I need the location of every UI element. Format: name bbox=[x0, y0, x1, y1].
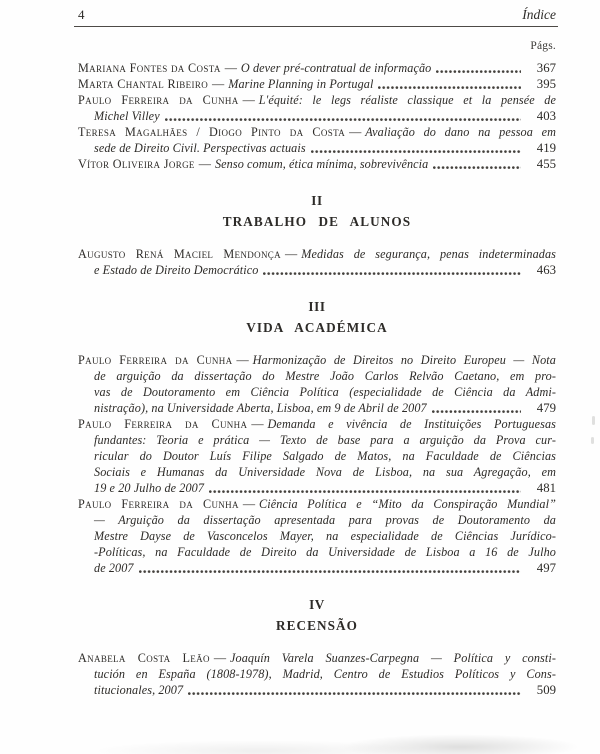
header-rule bbox=[74, 26, 558, 27]
entry-line bbox=[78, 124, 556, 140]
entry-title-continuation: — Arguição da dissertação apresentada para provas de Doutoramento da bbox=[94, 513, 556, 527]
toc-entry bbox=[78, 416, 556, 496]
entry-line bbox=[78, 60, 556, 76]
dash-separator: — bbox=[242, 497, 256, 511]
entry-page-number: 481 bbox=[536, 481, 556, 495]
dash-separator: — bbox=[213, 651, 226, 665]
entry-title: Marine Planning in Portugal bbox=[228, 77, 374, 91]
entry-title-continuation: vas de Doutoramento em Ciência Política (especialidade de Ciência da Admi- bbox=[94, 385, 556, 399]
entry-page-number: 455 bbox=[536, 157, 556, 171]
entry-author: Teresa Magalhães / Diogo Pinto da Costa bbox=[78, 125, 346, 139]
entry-line bbox=[78, 682, 556, 698]
dot-leader bbox=[311, 149, 521, 154]
entry-line bbox=[78, 262, 556, 278]
entry-author: Paulo Ferreira da Cunha bbox=[78, 353, 233, 367]
toc-entry bbox=[78, 352, 556, 416]
entry-title-continuation: sede de Direito Civil. Perspectivas actuais bbox=[94, 141, 306, 155]
entry-page-number: 367 bbox=[536, 61, 556, 75]
dot-leader bbox=[263, 271, 521, 276]
entry-title-continuation: de 2007 bbox=[94, 561, 134, 575]
pages-label: Págs. bbox=[530, 40, 556, 52]
entry-author: Mariana Fontes da Costa bbox=[78, 61, 221, 75]
entry-title: Harmonização de Direitos no Direito Europeu — Nota bbox=[252, 353, 556, 367]
entry-title: Senso comum, ética mínima, sobrevivência bbox=[214, 157, 429, 171]
dot-leader bbox=[433, 165, 521, 170]
entry-author: Paulo Ferreira da Cunha bbox=[78, 497, 239, 511]
section-entries bbox=[78, 352, 556, 576]
dash-separator: — bbox=[224, 61, 237, 75]
entry-title-continuation: titucionales, 2007 bbox=[94, 683, 184, 697]
dash-separator: — bbox=[251, 417, 264, 431]
dash-separator: — bbox=[236, 353, 249, 367]
entry-line bbox=[78, 528, 556, 544]
page-header bbox=[78, 0, 556, 24]
entry-line bbox=[78, 76, 556, 92]
dash-separator: — bbox=[212, 77, 225, 91]
dot-leader bbox=[188, 691, 521, 696]
scan-speck bbox=[592, 416, 595, 425]
entry-line bbox=[78, 560, 556, 576]
entry-line bbox=[78, 156, 556, 172]
entry-page-number: 479 bbox=[536, 401, 556, 415]
entry-title: L'équité: le legs réaliste classique et la pensée de bbox=[258, 93, 556, 107]
entry-page-number: 497 bbox=[536, 561, 556, 575]
entry-title-continuation: de arguição da dissertação do Mestre João Carlos Relvão Caetano, em pro- bbox=[94, 369, 556, 383]
entry-line bbox=[78, 480, 556, 496]
entry-author: Marta Chantal Ribeiro bbox=[78, 77, 209, 91]
toc-section-iii bbox=[78, 299, 556, 576]
entry-title-continuation: tución en España (1808-1978), Madrid, Centro de Estudios Políticos y Cons- bbox=[94, 667, 556, 681]
entry-line bbox=[78, 92, 556, 108]
entry-title: Ciência Política e “Mito da Conspiração Mundial” bbox=[259, 497, 556, 511]
section-heading: RECENSÃO bbox=[275, 618, 359, 633]
entry-author: Paulo Ferreira da Cunha bbox=[78, 93, 239, 107]
entry-title-continuation: -Políticas, na Faculdade de Direito da Universidade de Lisboa a 16 de Julho bbox=[94, 545, 556, 559]
entry-line bbox=[78, 432, 556, 448]
entry-author: Anabela Costa Leão bbox=[78, 651, 210, 665]
dot-leader bbox=[165, 117, 521, 122]
toc-entry bbox=[78, 76, 556, 92]
entry-line bbox=[78, 496, 556, 512]
entry-title-continuation: 19 e 20 Julho de 2007 bbox=[94, 481, 205, 495]
entry-title-continuation: ricular do Doutor Luís Filipe Salgado de Matos, na Faculdade de Ciências bbox=[94, 449, 556, 463]
page-number: 4 bbox=[78, 7, 85, 22]
entry-title: Joaquín Varela Suanzes-Carpegna — Política y consti- bbox=[230, 651, 556, 665]
entry-title-continuation: Mestre Dayse de Vasconcelos Mayer, na especialidade de Ciências Jurídico- bbox=[94, 529, 556, 543]
toc-entry bbox=[78, 92, 556, 124]
dot-leader bbox=[378, 85, 521, 90]
toc-section-iv bbox=[78, 597, 556, 698]
entry-page-number: 395 bbox=[536, 77, 556, 91]
dot-leader bbox=[209, 489, 521, 494]
entry-line bbox=[78, 140, 556, 156]
entry-line bbox=[78, 108, 556, 124]
entry-line bbox=[78, 464, 556, 480]
toc-entry bbox=[78, 246, 556, 278]
entry-line bbox=[78, 666, 556, 682]
entry-title-continuation: nistração), na Universidade Aberta, Lisboa, em 9 de Abril de 2007 bbox=[94, 401, 427, 415]
entry-page-number: 403 bbox=[536, 109, 556, 123]
entry-line bbox=[78, 512, 556, 528]
dot-leader bbox=[139, 569, 521, 574]
scan-smudge bbox=[340, 734, 580, 754]
page-content bbox=[78, 0, 556, 698]
section-numeral: II bbox=[311, 193, 323, 208]
entry-author: Paulo Ferreira da Cunha bbox=[78, 417, 248, 431]
section-heading: VIDA ACADÉMICA bbox=[246, 320, 388, 335]
entry-line bbox=[78, 368, 556, 384]
entry-line bbox=[78, 544, 556, 560]
toc-section-ii bbox=[78, 193, 556, 278]
toc-entry bbox=[78, 60, 556, 76]
section-numeral: IV bbox=[309, 597, 325, 612]
entry-author: Vítor Oliveira Jorge bbox=[78, 157, 195, 171]
entry-title: Medidas de segurança, penas indeterminadas bbox=[301, 247, 556, 261]
toc-entry bbox=[78, 156, 556, 172]
entry-line bbox=[78, 650, 556, 666]
entry-title: O dever pré-contratual de informação bbox=[240, 61, 432, 75]
dash-separator: — bbox=[242, 93, 255, 107]
entry-title: Demanda e vivência de Instituições Portuguesas bbox=[267, 417, 556, 431]
section-numeral: III bbox=[308, 299, 326, 314]
entry-line bbox=[78, 352, 556, 368]
dash-separator: — bbox=[285, 247, 298, 261]
entry-line bbox=[78, 416, 556, 432]
entry-title-continuation: Sociais e Humanas da Universidade Nova de Lisboa, na sua Agregação, em bbox=[94, 465, 556, 479]
entry-page-number: 509 bbox=[536, 683, 556, 697]
entry-line bbox=[78, 400, 556, 416]
toc-entry bbox=[78, 496, 556, 576]
page-title: Índice bbox=[522, 7, 556, 22]
dash-separator: — bbox=[349, 125, 362, 139]
dot-leader bbox=[436, 69, 521, 74]
scan-speck bbox=[591, 437, 594, 444]
entry-line bbox=[78, 384, 556, 400]
entry-line bbox=[78, 246, 556, 262]
entry-title-continuation: Michel Villey bbox=[94, 109, 160, 123]
section-entries bbox=[78, 650, 556, 698]
toc-entry bbox=[78, 124, 556, 156]
entry-line bbox=[78, 448, 556, 464]
toc-intro-entries bbox=[78, 60, 556, 172]
dot-leader bbox=[432, 409, 521, 414]
section-entries bbox=[78, 246, 556, 278]
toc-entry bbox=[78, 650, 556, 698]
dash-separator: — bbox=[198, 157, 211, 171]
section-heading: TRABALHO DE ALUNOS bbox=[222, 214, 412, 229]
entry-title: Avaliação do dano na pessoa em bbox=[365, 125, 557, 139]
entry-title-continuation: fundantes: Teoria e prática — Texto de base para a arguição da Prova cur- bbox=[94, 433, 556, 447]
entry-title-continuation: e Estado de Direito Democrático bbox=[94, 263, 259, 277]
entry-page-number: 419 bbox=[536, 141, 556, 155]
entry-author: Augusto Rená Maciel Mendonça bbox=[78, 247, 282, 261]
entry-page-number: 463 bbox=[536, 263, 556, 277]
